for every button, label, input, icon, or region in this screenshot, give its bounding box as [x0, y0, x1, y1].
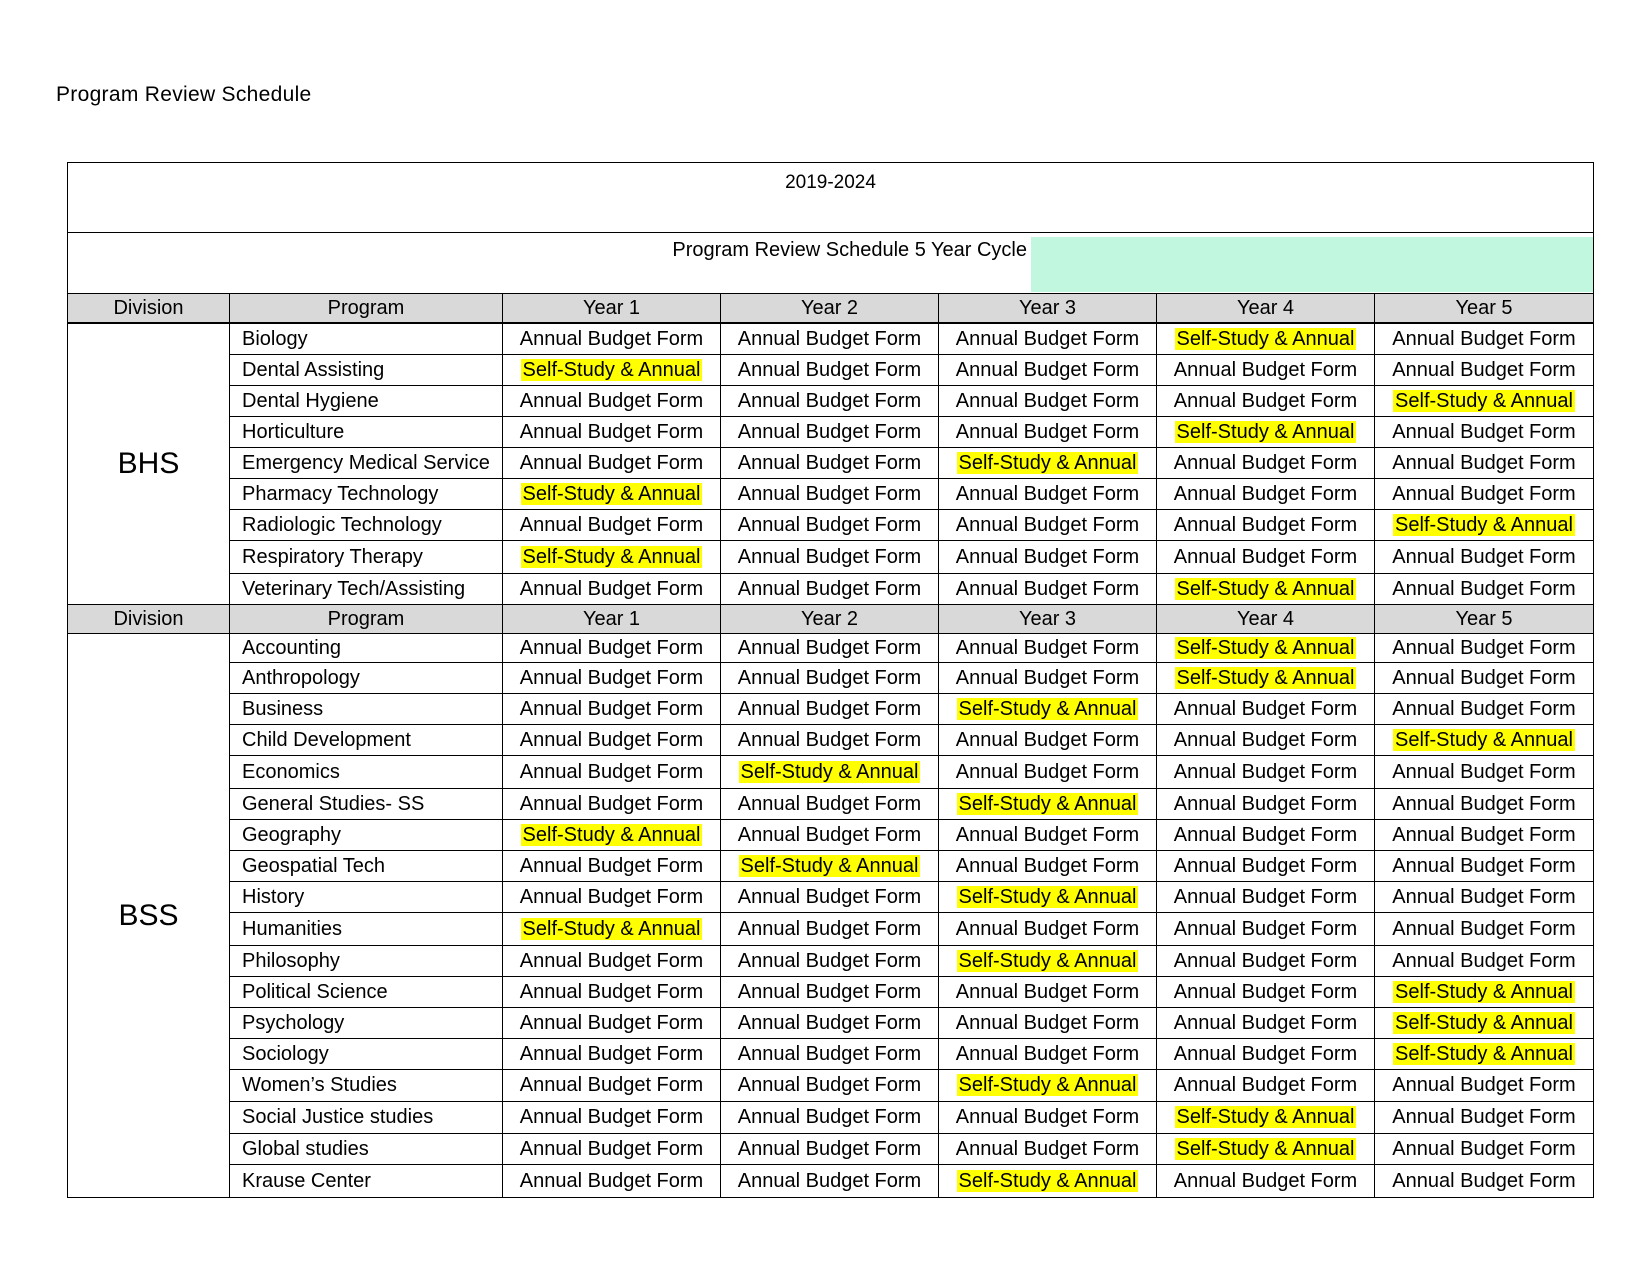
self-study-cell: [1157, 417, 1375, 448]
budget-form-cell: Annual Budget Form: [721, 1134, 939, 1165]
budget-form-cell: Annual Budget Form: [721, 574, 939, 605]
self-study-label: Self-Study & Annual: [1395, 1011, 1573, 1034]
self-study-cell: [939, 694, 1157, 725]
budget-form-cell: Annual Budget Form: [503, 977, 721, 1008]
budget-form-cell: Annual Budget Form: [1375, 634, 1594, 663]
budget-form-cell: Annual Budget Form: [939, 1008, 1157, 1039]
column-header: Year 2: [721, 605, 939, 634]
budget-form-cell: Annual Budget Form: [939, 820, 1157, 851]
self-study-label: Self-Study & Annual: [1176, 666, 1355, 689]
table-row: [68, 756, 1594, 789]
budget-form-cell: Annual Budget Form: [503, 417, 721, 448]
budget-form-cell: Annual Budget Form: [503, 1008, 721, 1039]
budget-form-cell: Annual Budget Form: [721, 946, 939, 977]
self-study-cell: [1157, 1102, 1375, 1134]
budget-form-cell: Annual Budget Form: [1157, 913, 1375, 946]
self-study-label: Self-Study & Annual: [1176, 327, 1355, 350]
table-row: [68, 541, 1594, 574]
table-row: [68, 1070, 1594, 1102]
budget-form-cell: Annual Budget Form: [721, 882, 939, 913]
budget-form-cell: Annual Budget Form: [1157, 386, 1375, 417]
budget-form-cell: Annual Budget Form: [1375, 851, 1594, 882]
budget-form-cell: Annual Budget Form: [721, 977, 939, 1008]
budget-form-cell: Annual Budget Form: [721, 694, 939, 725]
budget-form-cell: Annual Budget Form: [1157, 882, 1375, 913]
program-review-table: [67, 162, 1594, 1198]
column-header: Year 1: [503, 294, 721, 324]
cycle-title: Program Review Schedule 5 Year Cycle: [672, 239, 1027, 261]
budget-form-cell: Annual Budget Form: [1375, 1165, 1594, 1198]
self-study-cell: [939, 1165, 1157, 1198]
cycle-title-row: [68, 233, 1594, 294]
budget-form-cell: Annual Budget Form: [939, 756, 1157, 789]
budget-form-cell: Annual Budget Form: [503, 448, 721, 479]
budget-form-cell: Annual Budget Form: [1157, 756, 1375, 789]
budget-form-cell: Annual Budget Form: [939, 510, 1157, 541]
column-header: Year 2: [721, 294, 939, 324]
self-study-label: Self-Study & Annual: [1176, 636, 1355, 659]
self-study-label: Self-Study & Annual: [1395, 1042, 1573, 1065]
self-study-cell: [1375, 1039, 1594, 1070]
self-study-cell: [939, 789, 1157, 820]
table-row: [68, 323, 1594, 355]
self-study-cell: [939, 1070, 1157, 1102]
budget-form-cell: Annual Budget Form: [503, 725, 721, 756]
self-study-cell: [1157, 323, 1375, 355]
self-study-label: Self-Study & Annual: [522, 482, 701, 505]
self-study-cell: [1375, 386, 1594, 417]
self-study-label: Self-Study & Annual: [958, 1169, 1137, 1192]
program-name: Philosophy: [230, 946, 503, 977]
budget-form-cell: Annual Budget Form: [503, 851, 721, 882]
budget-form-cell: Annual Budget Form: [721, 510, 939, 541]
table-row: [68, 1102, 1594, 1134]
budget-form-cell: Annual Budget Form: [721, 789, 939, 820]
budget-form-cell: Annual Budget Form: [1157, 851, 1375, 882]
column-header: Year 4: [1157, 294, 1375, 324]
self-study-label: Self-Study & Annual: [958, 949, 1137, 972]
self-study-label: Self-Study & Annual: [1176, 1137, 1355, 1160]
program-name: Political Science: [230, 977, 503, 1008]
program-name: Radiologic Technology: [230, 510, 503, 541]
table-row: [68, 634, 1594, 663]
table-row: [68, 694, 1594, 725]
budget-form-cell: Annual Budget Form: [1375, 479, 1594, 510]
budget-form-cell: Annual Budget Form: [721, 448, 939, 479]
budget-form-cell: Annual Budget Form: [503, 634, 721, 663]
self-study-cell: [503, 355, 721, 386]
table-row: [68, 448, 1594, 479]
table-row: [68, 725, 1594, 756]
self-study-cell: [939, 882, 1157, 913]
program-name: Dental Hygiene: [230, 386, 503, 417]
budget-form-cell: Annual Budget Form: [939, 1039, 1157, 1070]
table-row: [68, 913, 1594, 946]
budget-form-cell: Annual Budget Form: [503, 789, 721, 820]
self-study-cell: [1375, 725, 1594, 756]
budget-form-cell: Annual Budget Form: [1157, 1070, 1375, 1102]
budget-form-cell: Annual Budget Form: [939, 1134, 1157, 1165]
budget-form-cell: Annual Budget Form: [721, 663, 939, 694]
budget-form-cell: Annual Budget Form: [1375, 946, 1594, 977]
budget-form-cell: Annual Budget Form: [503, 756, 721, 789]
budget-form-cell: Annual Budget Form: [1157, 448, 1375, 479]
table-row: [68, 574, 1594, 605]
program-name: Economics: [230, 756, 503, 789]
column-header: Year 5: [1375, 605, 1594, 634]
program-name: Biology: [230, 323, 503, 355]
table-row: [68, 510, 1594, 541]
self-study-cell: [1157, 634, 1375, 663]
program-name: Psychology: [230, 1008, 503, 1039]
column-header: Year 3: [939, 294, 1157, 324]
budget-form-cell: Annual Budget Form: [721, 1165, 939, 1198]
budget-form-cell: Annual Budget Form: [1375, 663, 1594, 694]
budget-form-cell: Annual Budget Form: [721, 355, 939, 386]
budget-form-cell: Annual Budget Form: [503, 1070, 721, 1102]
self-study-label: Self-Study & Annual: [522, 823, 701, 846]
column-header: Year 3: [939, 605, 1157, 634]
column-header: Year 1: [503, 605, 721, 634]
program-name: Horticulture: [230, 417, 503, 448]
budget-form-cell: Annual Budget Form: [721, 634, 939, 663]
self-study-cell: [1157, 574, 1375, 605]
self-study-label: Self-Study & Annual: [1395, 980, 1573, 1003]
budget-form-cell: Annual Budget Form: [721, 913, 939, 946]
self-study-label: Self-Study & Annual: [958, 792, 1137, 815]
self-study-cell: [503, 479, 721, 510]
self-study-cell: [939, 448, 1157, 479]
self-study-label: Self-Study & Annual: [1176, 420, 1355, 443]
self-study-cell: [1157, 663, 1375, 694]
self-study-label: Self-Study & Annual: [1395, 728, 1573, 751]
budget-form-cell: Annual Budget Form: [503, 1165, 721, 1198]
budget-form-cell: Annual Budget Form: [1375, 1134, 1594, 1165]
program-name: Women’s Studies: [230, 1070, 503, 1102]
column-header: Division: [68, 294, 230, 324]
budget-form-cell: Annual Budget Form: [939, 355, 1157, 386]
table-row: [68, 946, 1594, 977]
self-study-cell: [721, 756, 939, 789]
self-study-label: Self-Study & Annual: [522, 358, 701, 381]
budget-form-cell: Annual Budget Form: [503, 694, 721, 725]
cycle-highlight-band: [1031, 237, 1593, 292]
budget-form-cell: Annual Budget Form: [939, 574, 1157, 605]
budget-form-cell: Annual Budget Form: [721, 386, 939, 417]
division-cell: BHS: [68, 323, 230, 605]
program-name: Global studies: [230, 1134, 503, 1165]
budget-form-cell: Annual Budget Form: [721, 820, 939, 851]
budget-form-cell: Annual Budget Form: [1375, 417, 1594, 448]
table-row: [68, 355, 1594, 386]
year-range-row: [68, 163, 1594, 233]
table-row: [68, 820, 1594, 851]
budget-form-cell: Annual Budget Form: [939, 417, 1157, 448]
budget-form-cell: Annual Budget Form: [1375, 541, 1594, 574]
budget-form-cell: Annual Budget Form: [1157, 510, 1375, 541]
budget-form-cell: Annual Budget Form: [1375, 448, 1594, 479]
program-name: Child Development: [230, 725, 503, 756]
budget-form-cell: Annual Budget Form: [503, 323, 721, 355]
budget-form-cell: Annual Budget Form: [721, 323, 939, 355]
budget-form-cell: Annual Budget Form: [503, 1039, 721, 1070]
self-study-label: Self-Study & Annual: [740, 760, 919, 783]
budget-form-cell: Annual Budget Form: [939, 977, 1157, 1008]
table-row: [68, 789, 1594, 820]
program-name: Respiratory Therapy: [230, 541, 503, 574]
program-name: Business: [230, 694, 503, 725]
self-study-cell: [503, 541, 721, 574]
budget-form-cell: Annual Budget Form: [939, 541, 1157, 574]
budget-form-cell: Annual Budget Form: [1375, 882, 1594, 913]
self-study-cell: [721, 851, 939, 882]
budget-form-cell: Annual Budget Form: [939, 663, 1157, 694]
budget-form-cell: Annual Budget Form: [721, 417, 939, 448]
budget-form-cell: Annual Budget Form: [1157, 820, 1375, 851]
self-study-label: Self-Study & Annual: [958, 697, 1137, 720]
budget-form-cell: Annual Budget Form: [1375, 756, 1594, 789]
budget-form-cell: Annual Budget Form: [1157, 977, 1375, 1008]
table-row: [68, 479, 1594, 510]
budget-form-cell: Annual Budget Form: [1157, 541, 1375, 574]
self-study-label: Self-Study & Annual: [1395, 513, 1573, 536]
budget-form-cell: Annual Budget Form: [721, 1102, 939, 1134]
budget-form-cell: Annual Budget Form: [1375, 355, 1594, 386]
program-name: Pharmacy Technology: [230, 479, 503, 510]
budget-form-cell: Annual Budget Form: [939, 725, 1157, 756]
program-name: Social Justice studies: [230, 1102, 503, 1134]
budget-form-cell: Annual Budget Form: [503, 510, 721, 541]
self-study-label: Self-Study & Annual: [522, 545, 701, 568]
table-row: [68, 1008, 1594, 1039]
table-row: [68, 977, 1594, 1008]
budget-form-cell: Annual Budget Form: [503, 574, 721, 605]
header-row: [68, 605, 1594, 634]
budget-form-cell: Annual Budget Form: [1157, 479, 1375, 510]
program-name: General Studies- SS: [230, 789, 503, 820]
budget-form-cell: Annual Budget Form: [939, 386, 1157, 417]
self-study-cell: [939, 946, 1157, 977]
program-name: History: [230, 882, 503, 913]
program-name: Emergency Medical Service: [230, 448, 503, 479]
table-row: [68, 386, 1594, 417]
table-row: [68, 1165, 1594, 1198]
budget-form-cell: Annual Budget Form: [1157, 1039, 1375, 1070]
budget-form-cell: Annual Budget Form: [503, 882, 721, 913]
column-header: Year 5: [1375, 294, 1594, 324]
budget-form-cell: Annual Budget Form: [1157, 725, 1375, 756]
table-row: [68, 851, 1594, 882]
self-study-label: Self-Study & Annual: [1176, 577, 1355, 600]
budget-form-cell: Annual Budget Form: [1375, 574, 1594, 605]
self-study-cell: [1375, 977, 1594, 1008]
self-study-cell: [1375, 510, 1594, 541]
budget-form-cell: Annual Budget Form: [939, 634, 1157, 663]
budget-form-cell: Annual Budget Form: [939, 479, 1157, 510]
budget-form-cell: Annual Budget Form: [1375, 1102, 1594, 1134]
year-range: 2019-2024: [68, 163, 1594, 233]
budget-form-cell: Annual Budget Form: [721, 1039, 939, 1070]
table-row: [68, 1134, 1594, 1165]
budget-form-cell: Annual Budget Form: [721, 725, 939, 756]
budget-form-cell: Annual Budget Form: [939, 1102, 1157, 1134]
budget-form-cell: Annual Budget Form: [939, 913, 1157, 946]
budget-form-cell: Annual Budget Form: [939, 851, 1157, 882]
budget-form-cell: Annual Budget Form: [1375, 820, 1594, 851]
budget-form-cell: Annual Budget Form: [939, 323, 1157, 355]
column-header: Division: [68, 605, 230, 634]
self-study-cell: [1375, 1008, 1594, 1039]
budget-form-cell: Annual Budget Form: [1157, 1165, 1375, 1198]
program-name: Accounting: [230, 634, 503, 663]
program-name: Krause Center: [230, 1165, 503, 1198]
budget-form-cell: Annual Budget Form: [721, 541, 939, 574]
table-row: [68, 663, 1594, 694]
header-row: [68, 294, 1594, 324]
budget-form-cell: Annual Budget Form: [721, 1070, 939, 1102]
budget-form-cell: Annual Budget Form: [1157, 1008, 1375, 1039]
table-row: [68, 882, 1594, 913]
budget-form-cell: Annual Budget Form: [1375, 789, 1594, 820]
division-cell: BSS: [68, 634, 230, 1198]
program-name: Humanities: [230, 913, 503, 946]
program-name: Sociology: [230, 1039, 503, 1070]
budget-form-cell: Annual Budget Form: [721, 1008, 939, 1039]
program-name: Geography: [230, 820, 503, 851]
self-study-cell: [503, 913, 721, 946]
column-header: Program: [230, 294, 503, 324]
budget-form-cell: Annual Budget Form: [1157, 946, 1375, 977]
budget-form-cell: Annual Budget Form: [1375, 913, 1594, 946]
self-study-label: Self-Study & Annual: [1395, 389, 1573, 412]
self-study-label: Self-Study & Annual: [740, 854, 919, 877]
self-study-label: Self-Study & Annual: [958, 885, 1137, 908]
page-title: Program Review Schedule: [56, 83, 312, 106]
table-row: [68, 1039, 1594, 1070]
column-header: Year 4: [1157, 605, 1375, 634]
self-study-cell: [1157, 1134, 1375, 1165]
budget-form-cell: Annual Budget Form: [1375, 1070, 1594, 1102]
budget-form-cell: Annual Budget Form: [503, 663, 721, 694]
self-study-cell: [503, 820, 721, 851]
self-study-label: Self-Study & Annual: [1176, 1106, 1355, 1128]
program-name: Dental Assisting: [230, 355, 503, 386]
table-row: [68, 417, 1594, 448]
budget-form-cell: Annual Budget Form: [503, 946, 721, 977]
budget-form-cell: Annual Budget Form: [1157, 789, 1375, 820]
program-name: Anthropology: [230, 663, 503, 694]
budget-form-cell: Annual Budget Form: [503, 386, 721, 417]
budget-form-cell: Annual Budget Form: [721, 479, 939, 510]
budget-form-cell: Annual Budget Form: [503, 1102, 721, 1134]
budget-form-cell: Annual Budget Form: [1375, 694, 1594, 725]
budget-form-cell: Annual Budget Form: [1375, 323, 1594, 355]
program-name: Veterinary Tech/Assisting: [230, 574, 503, 605]
budget-form-cell: Annual Budget Form: [503, 1134, 721, 1165]
program-name: Geospatial Tech: [230, 851, 503, 882]
self-study-label: Self-Study & Annual: [958, 451, 1137, 474]
budget-form-cell: Annual Budget Form: [1157, 694, 1375, 725]
column-header: Program: [230, 605, 503, 634]
self-study-label: Self-Study & Annual: [958, 1074, 1137, 1096]
self-study-label: Self-Study & Annual: [522, 917, 701, 940]
budget-form-cell: Annual Budget Form: [1157, 355, 1375, 386]
